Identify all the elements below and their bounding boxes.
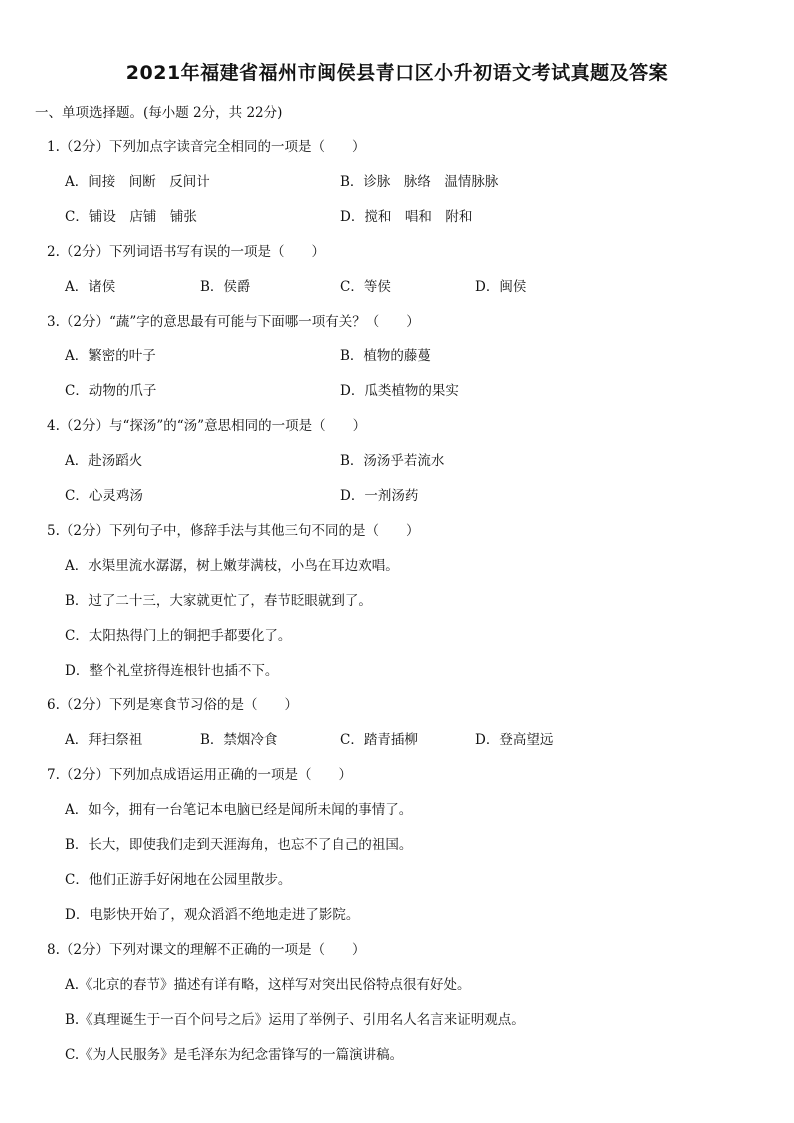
option-6c: C．踏青插柳 [340, 732, 418, 748]
option-1a: A．间接 间断 反间计 [65, 174, 210, 190]
question-stem-2: 2.（2分）下列词语书写有误的一项是（ ） [47, 244, 325, 260]
question-stem-4: 4.（2分）与“探汤”的“汤”意思相同的一项是（ ） [47, 418, 367, 434]
option-8b: B.《真理诞生于一百个问号之后》运用了举例子、引用名人名言来证明观点。 [65, 1012, 525, 1028]
section-heading: 一、单项选择题。(每小题 2分，共 22分) [35, 105, 283, 121]
option-4a: A．赴汤蹈火 [65, 453, 143, 469]
option-2c: C．等侯 [340, 279, 391, 295]
question-stem-5: 5.（2分）下列句子中，修辞手法与其他三句不同的是（ ） [47, 523, 420, 539]
question-stem-7: 7.（2分）下列加点成语运用正确的一项是（ ） [47, 767, 352, 783]
option-5d: D．整个礼堂挤得连根针也插不下。 [65, 663, 279, 679]
option-1d: D．搅和 唱和 附和 [340, 209, 473, 225]
option-4d: D．一剂汤药 [340, 488, 419, 504]
option-1b: B．诊脉 脉络 温情脉脉 [340, 174, 499, 190]
option-7b: B．长大，即使我们走到天涯海角，也忘不了自己的祖国。 [65, 837, 413, 853]
option-2a: A．诸侯 [65, 279, 116, 295]
option-6d: D．登高望远 [475, 732, 554, 748]
option-2d: D．闽侯 [475, 279, 527, 295]
option-2b: B．侯爵 [200, 279, 251, 295]
option-5c: C．太阳热得门上的铜把手都要化了。 [65, 628, 292, 644]
option-4b: B．汤汤乎若流水 [340, 453, 445, 469]
option-8a: A.《北京的春节》描述有详有略，这样写对突出民俗特点很有好处。 [65, 977, 471, 993]
option-3a: A．繁密的叶子 [65, 348, 156, 364]
option-7c: C．他们正游手好闲地在公园里散步。 [65, 872, 292, 888]
option-4c: C．心灵鸡汤 [65, 488, 143, 504]
option-3b: B．植物的藤蔓 [340, 348, 431, 364]
option-5a: A．水渠里流水潺潺，树上嫩芽满枝，小鸟在耳边欢唱。 [65, 558, 399, 574]
option-3d: D．瓜类植物的果实 [340, 383, 459, 399]
option-3c: C．动物的爪子 [65, 383, 157, 399]
option-6b: B．禁烟冷食 [200, 732, 278, 748]
question-stem-6: 6.（2分）下列是寒食节习俗的是（ ） [47, 697, 298, 713]
option-7a: A．如今，拥有一台笔记本电脑已经是闻所未闻的事情了。 [65, 802, 413, 818]
option-8c: C.《为人民服务》是毛泽东为纪念雷锋写的一篇演讲稿。 [65, 1047, 404, 1063]
document-title: 2021年福建省福州市闽侯县青口区小升初语文考试真题及答案 [125, 62, 669, 84]
question-stem-1: 1.（2分）下列加点字读音完全相同的一项是（ ） [47, 139, 366, 155]
option-7d: D．电影快开始了，观众滔滔不绝地走进了影院。 [65, 907, 360, 923]
option-6a: A．拜扫祭祖 [65, 732, 143, 748]
question-stem-3: 3.（2分）“蔬”字的意思最有可能与下面哪一项有关？（ ） [47, 314, 420, 330]
question-stem-8: 8.（2分）下列对课文的理解不正确的一项是（ ） [47, 942, 366, 958]
option-1c: C．铺设 店铺 铺张 [65, 209, 197, 225]
option-5b: B．过了二十三，大家就更忙了，春节眨眼就到了。 [65, 593, 372, 609]
